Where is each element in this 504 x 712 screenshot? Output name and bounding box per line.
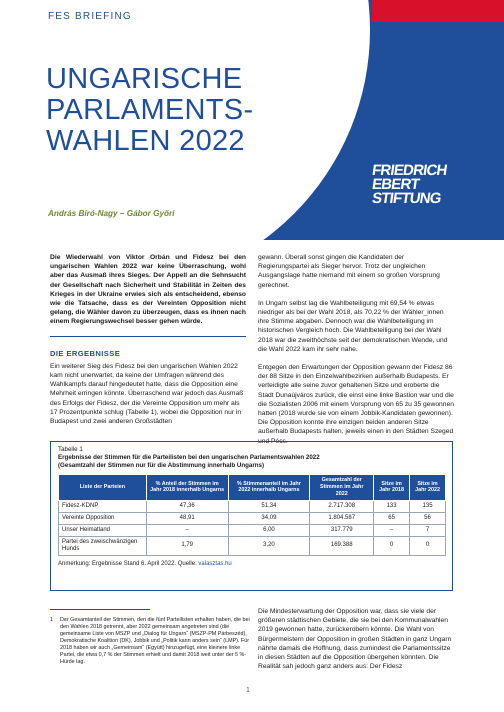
footnote-text: Der Gesamtanteil der Stimmen, den die fünf Parteilisten erhalten haben, die bei den Wahlen 2018 getrennt, aber 2022 gemeinsam angetreten sind (die gemeinsame Liste von MSZP und „Dialog für Ungarn“ (MSZP-PM Párbeszéd), Demokratische Koalition (DK), Jobbik und „Politik kann anders sein“ (LMP). Für 2018 haben wir auch „Gemeinsam“ (Együtt) hinzugefügt, eine kleinere linke Partei, die etwa 0,7 % der Stimmen erhielt und damit 2018 weit unter der 5 %-Hürde lag.: [60, 617, 250, 665]
table-cell: 1.804.587: [310, 512, 374, 524]
col-header: Sitze im Jahr 2018: [374, 475, 410, 500]
table-cell: –: [374, 524, 410, 536]
page-title: [46, 64, 296, 157]
table-row: [59, 500, 446, 512]
table-cell: Partei des zweischwänzigen Hunds: [59, 536, 147, 555]
table-cell: 65: [374, 512, 410, 524]
body-paragraph: gewann. Überall sonst gingen die Kandidaten der Regierungspartei als Sieger hervor. Trotz der ungleichen Ausgangslage hatte niemand mit einem so großen Vorsprung gerechnet.: [258, 254, 440, 289]
table-row: [59, 512, 446, 524]
table-note-text: Anmerkung: Ergebnisse Stand 6. April 2022. Quelle:: [58, 560, 199, 567]
right-column: [258, 253, 454, 455]
footnote: [50, 617, 250, 666]
body-paragraph: Entgegen den Erwartungen der Opposition gewann der Fidesz 86 der 88 Sitze in den Einzelwahlbezirken außerhalb Budapests. Er verteidigte alle seine zuvor gehaltenen Sitze und eroberte die Stadt Dunaújváros zurück, die einst eine linke Bastion war und die die Sozialisten 2006 mit einem Vorsprung von 65 zu 35 gewonnen hatten (2018 wurde sie von einem Jobbik-Kandidaten gewonnen). Die Opposition konnte ihre einzigen beiden anderen Sitze außerhalb Budapests halten, jeweils einen in den Städten Szeged und Pécs.: [258, 364, 454, 445]
table-row: [59, 524, 446, 536]
footnote-number: 1: [50, 617, 53, 623]
section-rule: [50, 336, 246, 337]
table-title: Ergebnisse der Stimmen für die Parteilisten bei den ungarischen Parlamentswahlen 2022: [58, 454, 320, 461]
title-line: UNGARISCHE: [46, 63, 243, 95]
logo-line: FRIEDRICH: [370, 162, 448, 179]
series-label: FES BRIEFING: [48, 11, 132, 22]
red-accent-box: [372, 0, 504, 22]
logo-line: STIFTUNG: [370, 190, 442, 207]
table-cell: 2.717.308: [310, 500, 374, 512]
col-header: Sitze im Jahr 2022: [410, 475, 446, 500]
page-number: 1: [246, 687, 250, 694]
results-table: [58, 474, 446, 555]
results-table-box: [50, 441, 453, 591]
table-cell: 317.779: [310, 524, 374, 536]
fes-logo: [372, 164, 458, 206]
table-cell: Vereinte Opposition: [59, 512, 147, 524]
table-cell: Fidesz-KDNP: [59, 500, 147, 512]
table-header-row: [59, 475, 446, 500]
table-row: [59, 536, 446, 555]
table-cell: 51,34: [228, 500, 310, 512]
authors: András Bíró-Nagy – Gábor Győri: [48, 209, 175, 218]
source-link[interactable]: valasztas.hu: [198, 560, 232, 567]
body-paragraph: Die Mindesterwartung der Opposition war, dass sie viele der größeren städtischen Gebiete, die sie bei den Kommunalwahlen 2019 gewonnen hatte, zurückerobern könnte. Die Wahl von Bürgermeistern der Opposition in großen Städten in ganz Ungarn nährte damals die Hoffnung, dass zumindest die Parlamentssitze in diesen Städten auf die Opposition übergehen könnten. Die Realität sah jedoch ganz anders aus: Der Fidesz: [258, 608, 452, 671]
section-heading: DIE ERGEBNISSE: [50, 348, 121, 358]
bottom-right-column: [258, 607, 454, 680]
body-paragraph: Ein weiterer Sieg des Fidesz bei den ungarischen Wahlen 2022 kam nicht unerwartet, da keine der Umfragen während des Wahlkampfs darauf hingedeutet hatte, dass die Opposition eine Mehrheit erringen könnte. Überraschend war jedoch das Ausmaß des Erfolgs der Fidesz, der die Vereinte Opposition um mehr als 17 Prozentpunkte schlug (Tabelle 1), wobei die Opposition nur in Budapest und zwei anderen Großstädten: [50, 362, 244, 426]
table-cell: 133: [374, 500, 410, 512]
table-cell: 135: [410, 500, 446, 512]
header-banner: [0, 0, 504, 240]
title-line: PARLAMENTS-: [46, 94, 254, 126]
col-header: % Stimmenanteil im Jahr 2022 innerhalb Ungarns: [228, 475, 310, 500]
table-label: Tabelle 1: [58, 446, 83, 453]
left-column: [50, 253, 246, 435]
footnote-rule: [50, 609, 150, 610]
table-note: [58, 561, 445, 567]
table-cell: 48,91: [146, 512, 228, 524]
col-header: Gesamtzahl der Stimmen im Jahr 2022: [310, 475, 374, 500]
table-cell: 7: [410, 524, 446, 536]
col-header: % Anteil der Stimmen im Jahr 2018 innerhalb Ungarns: [146, 475, 228, 500]
table-cell: Unser Heimatland: [59, 524, 147, 536]
table-cell: 6,00: [228, 524, 310, 536]
body-paragraph: In Ungarn selbst lag die Wahlbeteiligung mit 69,54 % etwas niedriger als bei der Wahl 2018, als 70,22 % der Wähler_innen ihre Stimme abgaben. Dennoch war die Wahlbeteiligung im historischen Vergleich hoch. Die Wahlbeteiligung bei der Wahl 2018 war die zweithöchste seit der demokratischen Wende, und die Wahl 2022 kam ihr sehr nahe.: [258, 299, 448, 353]
table-cell: 56: [410, 512, 446, 524]
logo-line: EBERT: [370, 176, 421, 193]
table-cell: 1,79: [146, 536, 228, 555]
title-line: WAHLEN 2022: [46, 125, 245, 157]
table-cell: –: [146, 524, 228, 536]
table-cell: 47,36: [146, 500, 228, 512]
lead-paragraph: Die Wiederwahl von Viktor Orbán und Fidesz bei den ungarischen Wahlen 2022 war keine Überraschung, wohl aber das Ausmaß ihres Sieges. Der Appell an die Sehnsucht der Gesellschaft nach Sicherheit und Stabilität in Zeiten des Krieges in der Ukraine erwies sich als entscheidend, ebenso wie die Tatsache, dass es der Vereinten Opposition nicht gelang, die Wähler davon zu überzeugen, dass es ihnen nach einem Regierungswechsel besser gehen würde.: [50, 254, 246, 326]
table-cell: 3,20: [228, 536, 310, 555]
col-header: Liste der Parteien: [59, 475, 147, 500]
table-cell: 34,09: [228, 512, 310, 524]
table-cell: 0: [410, 536, 446, 555]
table-cell: 169.388: [310, 536, 374, 555]
table-cell: 0: [374, 536, 410, 555]
table-subtitle: (Gesamtzahl der Stimmen nur für die Abstimmung innerhalb Ungarns): [58, 461, 265, 469]
